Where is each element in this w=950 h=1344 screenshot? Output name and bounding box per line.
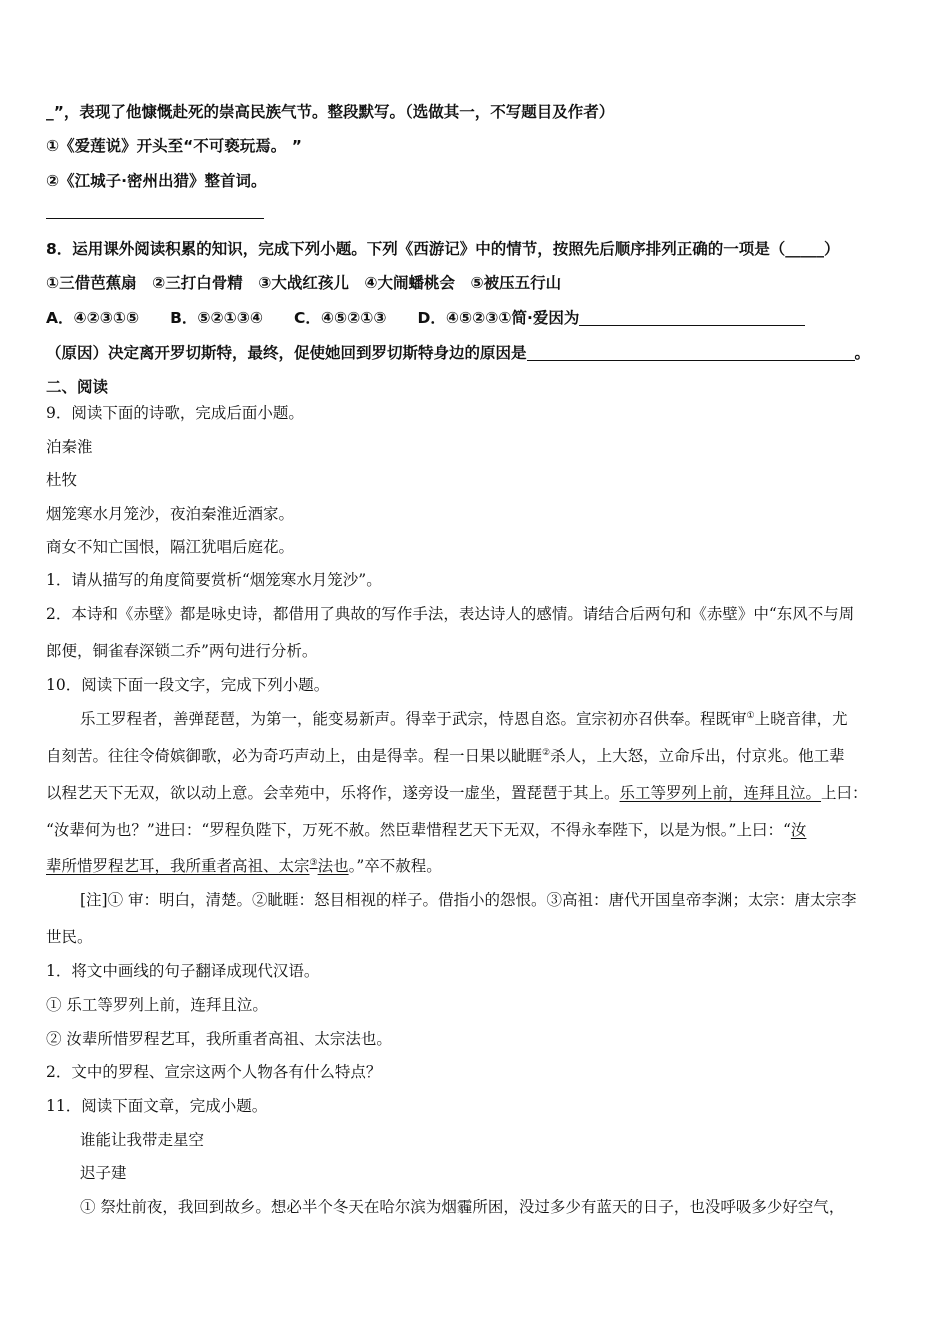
q7-option-2: ②《江城子·密州出猎》整首词。 [46, 172, 267, 190]
q10-sub-1: 1．将文中画线的句子翻译成现代汉语。 [46, 962, 320, 980]
passage-line-3 [46, 782, 910, 804]
article-paragraph-1: ① 祭灶前夜，我回到故乡。想必半个冬天在哈尔滨为烟霾所困，没过多少有蓝天的日子，也没呼吸多少好空气， [80, 1198, 845, 1216]
poem-line-2: 商女不知亡国恨，隔江犹唱后庭花。 [46, 538, 295, 556]
q7-option-1: ①《爱莲说》开头至“不可亵玩焉。 ” [46, 137, 302, 155]
q7-tail-line: _”，表现了他慷慨赴死的崇高民族气节。整段默写。（选做其一，不写题目及作者） [46, 103, 615, 121]
poem-author: 杜牧 [46, 471, 78, 489]
passage-text: 杀人，上大怒，立命斥出，付京兆。他工辈 [550, 747, 845, 765]
passage-line-1 [80, 708, 910, 730]
passage-text: 。”卒不赦程。 [348, 857, 442, 875]
underlined-sentence: 法也 [317, 857, 349, 875]
passage-text: 乐工罗程者，善弹琵琶，为第一，能变易新声。得幸于武宗，恃恩自恣。宣宗初亦召供奉。程既审 [80, 710, 747, 728]
footnote-mark: ③ [309, 857, 318, 868]
q9-sub-2a: 2．本诗和《赤壁》都是咏史诗，都借用了典故的写作手法，表达诗人的感情。请结合后两句和《赤壁》中“东风不与周 [46, 605, 855, 623]
answer-blank [579, 309, 805, 326]
underlined-sentence: 汝 [790, 821, 807, 839]
q8-choices-text: A．④②③①⑤ B．⑤②①③④ C．④⑤②①③ D．④⑤②③①简·爱因为 [46, 309, 580, 327]
passage-text: 自刻苦。往往令倚嫔御歌，必为奇巧声动上，由是得幸。程一日果以眦睚 [46, 747, 543, 765]
q9-sub-2b: 郎便，铜雀春深锁二乔”两句进行分析。 [46, 642, 318, 660]
q9-sub-1: 1．请从描写的角度简要赏析“烟笼寒水月笼沙”。 [46, 571, 382, 589]
passage-line-2 [46, 745, 910, 767]
passage-line-4 [46, 819, 910, 841]
passage-text: “汝辈何为也？”进曰：“罗程负陛下，万死不赦。然臣辈惜程艺天下无双，不得永奉陛下，以是为恨。”上曰：“ [46, 821, 791, 839]
q9-stem: 9．阅读下面的诗歌，完成后面小题。 [46, 404, 304, 422]
poem-title: 泊秦淮 [46, 438, 93, 456]
passage-line-5 [46, 855, 910, 877]
q8-items: ①三借芭蕉扇 ②三打白骨精 ③大战红孩儿 ④大闹蟠桃会 ⑤被压五行山 [46, 274, 562, 292]
article-title: 谁能让我带走星空 [80, 1131, 205, 1149]
q8-continuation-text: （原因）决定离开罗切斯特，最终，促使她回到罗切斯特身边的原因是 [46, 344, 527, 362]
q8-continuation [46, 342, 910, 364]
passage-text: 上晓音律，尤 [754, 710, 848, 728]
passage-text: 以程艺天下无双，欲以动上意。会幸苑中，乐将作，遂旁设一虚坐，置琵琶于其上。 [46, 784, 620, 802]
q8-end-mark: 。 [854, 344, 871, 362]
footnote-mark: ② [542, 747, 551, 758]
note-line-1: [注]① 审：明白，清楚。②眦睚：怒目相视的样子。借指小的怨恨。③高祖：唐代开国皇帝李渊；太宗：唐太宗李 [80, 891, 857, 909]
q10-sub-1a: ① 乐工等罗列上前，连拜且泣。 [46, 996, 268, 1014]
answer-blank [527, 344, 855, 361]
poem-line-1: 烟笼寒水月笼沙，夜泊秦淮近酒家。 [46, 505, 295, 523]
q10-sub-1b: ② 汝辈所惜罗程艺耳，我所重者高祖、太宗法也。 [46, 1030, 392, 1048]
section-heading: 二、阅读 [46, 378, 109, 396]
answer-line [46, 218, 264, 219]
q11-stem: 11．阅读下面文章，完成小题。 [46, 1097, 268, 1115]
q8-stem: 8．运用课外阅读积累的知识，完成下列小题。下列《西游记》中的情节，按照先后顺序排列正确的一项是（_____） [46, 240, 840, 258]
q8-choices [46, 307, 910, 329]
note-line-2: 世民。 [46, 928, 93, 946]
passage-text: 上曰： [821, 784, 868, 802]
q10-sub-2: 2．文中的罗程、宣宗这两个人物各有什么特点？ [46, 1063, 382, 1081]
footnote-mark: ① [746, 710, 755, 721]
underlined-sentence: 辈所惜罗程艺耳，我所重者高祖、太宗 [46, 857, 310, 875]
q10-stem: 10．阅读下面一段文字，完成下列小题。 [46, 676, 330, 694]
article-author: 迟子建 [80, 1164, 127, 1182]
underlined-sentence: 乐工等罗列上前，连拜且泣。 [619, 784, 822, 802]
